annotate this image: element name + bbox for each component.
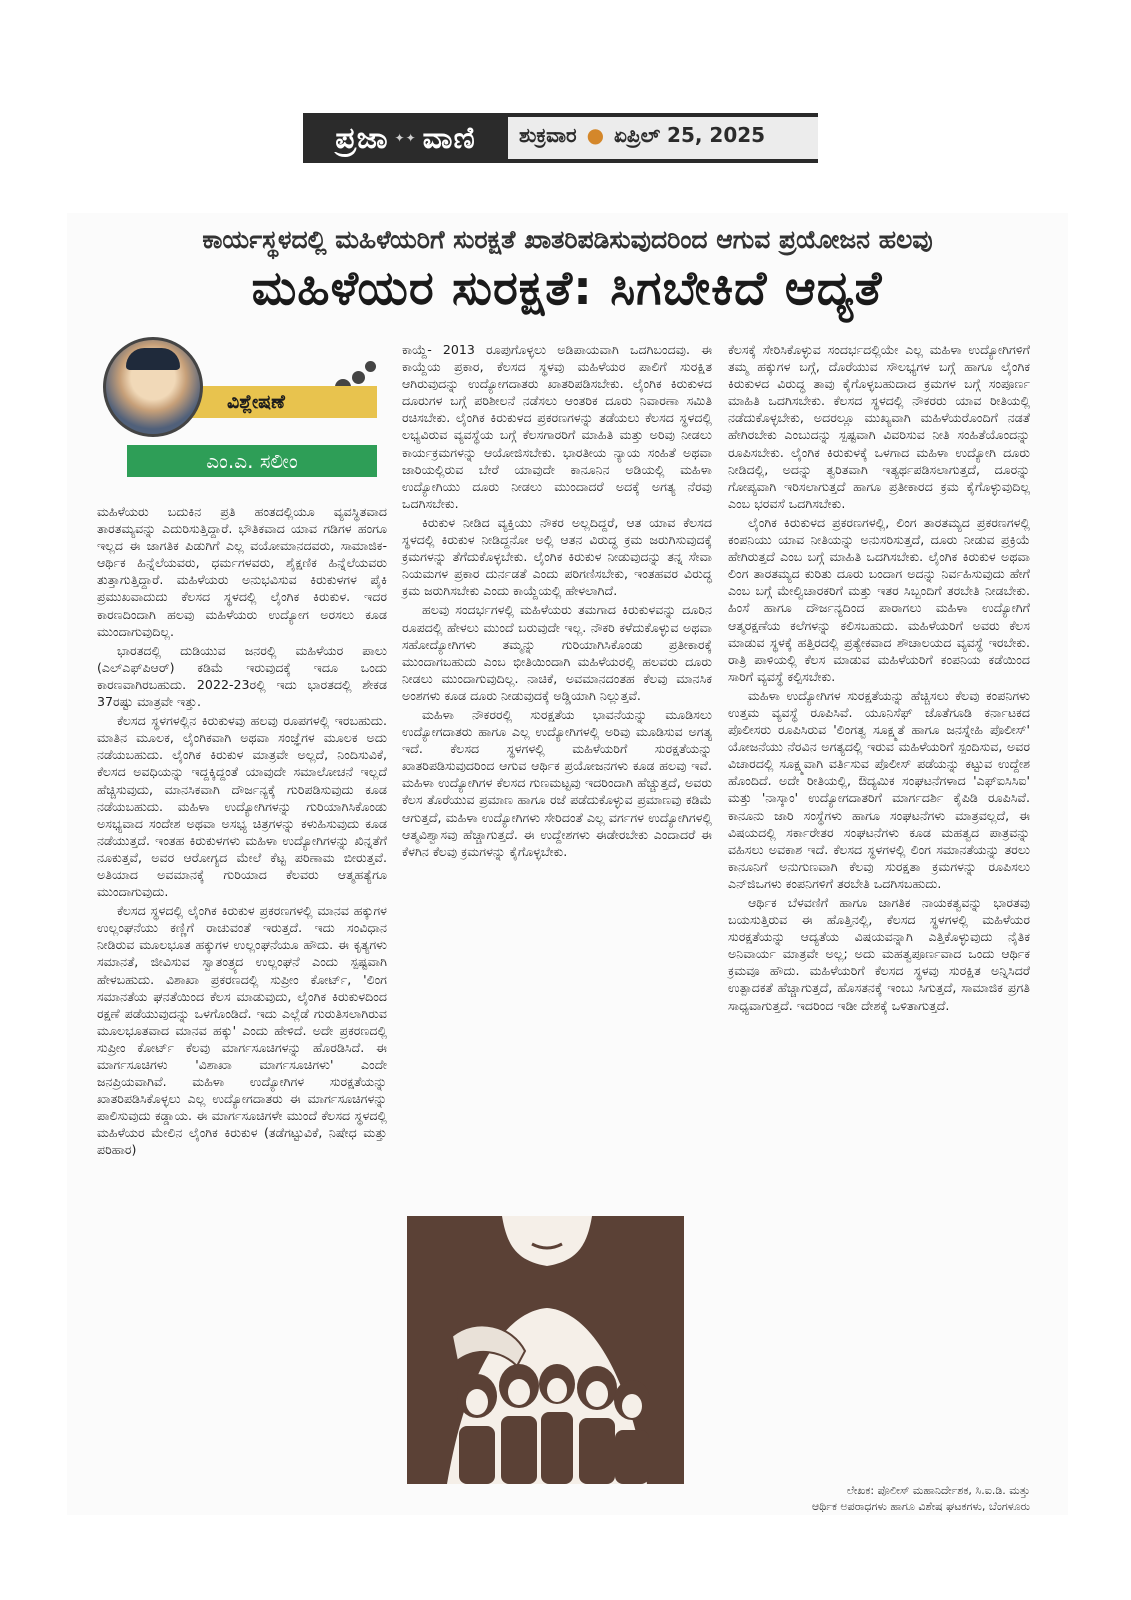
author-credit-line-2: ಆರ್ಥಿಕ ಅಪರಾಧಗಳು ಹಾಗೂ ವಿಶೇಷ ಘಟಕಗಳು, ಬೆಂಗಳೂರು (811, 1500, 1030, 1513)
column-2 (402, 341, 712, 862)
paragraph: ಕೆಲಸದ ಸ್ಥಳಗಳಲ್ಲಿನ ಕಿರುಕುಳವು ಹಲವು ರೂಪಗಳಲ್ಲಿ ಇರಬಹುದು. ಮಾತಿನ ಮೂಲಕ, ಲೈಂಗಿಕವಾಗಿ ಅಥವಾ ಸಂಜ್ಞೆಗಳ ಮೂಲಕ ಅದು ನಡೆಯಬಹುದು. ಲೈಂಗಿಕ ಕಿರುಕುಳ ಮಾತ್ರವೇ ಅಲ್ಲದೆ, ನಿಂದಿಸುವಿಕೆ, ಕೆಲಸದ ಅವಧಿಯನ್ನು ಇದ್ದಕ್ಕಿದ್ದಂತೆ ಯಾವುದೇ ಸಮಾಲೋಚನೆ ಇಲ್ಲದೆ ಹೆಚ್ಚಿಸುವುದು, ಮಾನಸಿಕವಾಗಿ ದೌರ್ಜನ್ಯಕ್ಕೆ ಗುರಿಪಡಿಸುವುದು ಕೂಡ ನಡೆಯಬಹುದು. ಮಹಿಳಾ ಉದ್ಯೋಗಿಗಳನ್ನು ಗುರಿಯಾಗಿಸಿಕೊಂಡು ಅಸಭ್ಯವಾದ ಸಂದೇಶ ಅಥವಾ ಅಸಭ್ಯ ಚಿತ್ರಗಳನ್ನು ಕಳುಹಿಸುವುದು ಕೂಡ ನಡೆಯುತ್ತದೆ. ಇಂತಹ ಕಿರುಕುಳಗಳು ಮಹಿಳಾ ಉದ್ಯೋಗಿಗಳನ್ನು ಖಿನ್ನತೆಗೆ ನೂಕುತ್ತವೆ, ಅವರ ಆರೋಗ್ಯದ ಮೇಲೆ ಕೆಟ್ಟ ಪರಿಣಾಮ ಬೀರುತ್ತವೆ. ಅತಿಯಾದ ಅವಮಾನಕ್ಕೆ ಗುರಿಯಾದ ಕೆಲವರು ಆತ್ಮಹತ್ಯೆಗೂ ಮುಂದಾಗುವುದು. (97, 713, 387, 900)
author-credit (728, 1483, 1030, 1515)
paragraph: ಕೆಲಸಕ್ಕೆ ಸೇರಿಸಿಕೊಳ್ಳುವ ಸಂದರ್ಭದಲ್ಲಿಯೇ ಎಲ್ಲ ಮಹಿಳಾ ಉದ್ಯೋಗಿಗಳಿಗೆ ತಮ್ಮ ಹಕ್ಕುಗಳ ಬಗ್ಗೆ, ದೊರೆಯುವ ಸೌಲಭ್ಯಗಳ ಬಗ್ಗೆ ಹಾಗೂ ಲೈಂಗಿಕ ಕಿರುಕುಳದ ವಿರುದ್ಧ ತಾವು ಕೈಗೊಳ್ಳಬಹುದಾದ ಕ್ರಮಗಳ ಬಗ್ಗೆ ಸಂಪೂರ್ಣ ಮಾಹಿತಿ ಒದಗಿಸಬೇಕು. ಕೆಲಸದ ಸ್ಥಳದಲ್ಲಿ ನೌಕರರು ಯಾವ ರೀತಿಯಲ್ಲಿ ನಡೆದುಕೊಳ್ಳಬೇಕು, ಅದರಲ್ಲೂ ಮುಖ್ಯವಾಗಿ ಮಹಿಳೆಯರೊಂದಿಗೆ ನಡತೆ ಹೇಗಿರಬೇಕು ಎಂಬುದನ್ನು ಸ್ಪಷ್ಟವಾಗಿ ವಿವರಿಸುವ ನೀತಿ ಸಂಹಿತೆಯೊಂದನ್ನು ರೂಪಿಸಬೇಕು. ಲೈಂಗಿಕ ಕಿರುಕುಳಕ್ಕೆ ಒಳಗಾದ ಮಹಿಳಾ ಉದ್ಯೋಗಿ ದೂರು ನೀಡಿದಲ್ಲಿ, ಅದನ್ನು ತ್ವರಿತವಾಗಿ ಇತ್ಯರ್ಥಪಡಿಸಲಾಗುತ್ತದೆ, ದೂರನ್ನು ಗೋಪ್ಯವಾಗಿ ಇರಿಸಲಾಗುತ್ತದೆ ಹಾಗೂ ಪ್ರತೀಕಾರದ ಕ್ರಮ ಕೈಗೊಳ್ಳುವುದಿಲ್ಲ ಎಂಬ ಭರವಸೆ ಒದಗಿಸಬೇಕು. (728, 342, 1030, 511)
date-line (519, 123, 765, 147)
author-credit-line-1: ಲೇಖಕ: ಪೊಲೀಸ್ ಮಹಾನಿರ್ದೇಶಕ, ಸಿ.ಐ.ಡಿ. ಮತ್ತು (846, 1484, 1030, 1497)
logo-left: ಪ್ರಜಾ (335, 120, 389, 156)
logo-right: ವಾಣಿ (422, 120, 476, 156)
paragraph: ಭಾರತದಲ್ಲಿ ದುಡಿಯುವ ಜನರಲ್ಲಿ ಮಹಿಳೆಯರ ಪಾಲು (ಎಲ್‌ಎಫ್‌ಪಿಆರ್) ಕಡಿಮೆ ಇರುವುದಕ್ಕೆ ಇದೂ ಒಂದು ಕಾರಣವಾಗಿರಬಹುದು. 2022-23ರಲ್ಲಿ ಇದು ಭಾರತದಲ್ಲಿ ಶೇಕಡ 37ರಷ್ಟು ಮಾತ್ರವೇ ಇತ್ತು. (97, 642, 387, 710)
headline: ಮಹಿಳೆಯರ ಸುರಕ್ಷತೆ: ಸಿಗಬೇಕಿದೆ ಆದ್ಯತೆ (251, 261, 883, 316)
masthead (303, 113, 818, 163)
newspaper-logo (303, 113, 508, 163)
illustration (407, 1216, 684, 1484)
author-name: ಎಂ.ಎ. ಸಲೀಂ (206, 449, 298, 473)
column-3 (728, 341, 1030, 1016)
weekday: ಶುಕ್ರವಾರ (519, 123, 577, 147)
paragraph: ಕಿರುಕುಳ ನೀಡಿದ ವ್ಯಕ್ತಿಯು ನೌಕರ ಅಲ್ಲದಿದ್ದರೆ, ಆತ ಯಾವ ಕೆಲಸದ ಸ್ಥಳದಲ್ಲಿ ಕಿರುಕುಳ ನೀಡಿದ್ದನೋ ಅಲ್ಲಿ ಆತನ ವಿರುದ್ಧ ಕ್ರಮ ಜರುಗಿಸುವುದಕ್ಕೆ ಕ್ರಮಗಳನ್ನು ತೆಗೆದುಕೊಳ್ಳಬೇಕು. ಲೈಂಗಿಕ ಕಿರುಕುಳ ನೀಡುವುದನ್ನು ತನ್ನ ಸೇವಾ ನಿಯಮಗಳ ಪ್ರಕಾರ ದುರ್ನಡತೆ ಎಂದು ಪರಿಗಣಿಸಬೇಕು, ಇಂತಹವರ ವಿರುದ್ಧ ಕ್ರಮ ಜರುಗಿಸಬೇಕು ಎಂದು ಕಾಯ್ದೆಯಲ್ಲಿ ಹೇಳಲಾಗಿದೆ. (402, 514, 712, 599)
author-name-bar (127, 445, 377, 477)
author-photo (103, 337, 203, 437)
article-clipping (67, 213, 1068, 1515)
column-1 (97, 503, 387, 1161)
paragraph: ಕಾಯ್ದೆ- 2013 ರೂಪುಗೊಳ್ಳಲು ಅಡಿಪಾಯವಾಗಿ ಒದಗಿಬಂದವು. ಈ ಕಾಯ್ದೆಯ ಪ್ರಕಾರ, ಕೆಲಸದ ಸ್ಥಳವು ಮಹಿಳೆಯರ ಪಾಲಿಗೆ ಸುರಕ್ಷಿತ ಆಗಿರುವುದನ್ನು ಉದ್ಯೋಗದಾತರು ಖಾತರಿಪಡಿಸಬೇಕು. ಲೈಂಗಿಕ ಕಿರುಕುಳದ ದೂರುಗಳ ಬಗ್ಗೆ ಪರಿಶೀಲನೆ ನಡೆಸಲು ಆಂತರಿಕ ದೂರು ನಿವಾರಣಾ ಸಮಿತಿ ರಚಿಸಬೇಕು. ಲೈಂಗಿಕ ಕಿರುಕುಳದ ಪ್ರಕರಣಗಳನ್ನು ತಡೆಯಲು ಕೆಲಸದ ಸ್ಥಳದಲ್ಲಿ ಲಭ್ಯವಿರುವ ವ್ಯವಸ್ಥೆಯ ಬಗ್ಗೆ ಕೆಲಸಗಾರರಿಗೆ ಮಾಹಿತಿ ಮತ್ತು ಅರಿವು ನೀಡಲು ಕಾರ್ಯಕ್ರಮಗಳನ್ನು ಆಯೋಜಿಸಬೇಕು. ಭಾರತೀಯ ನ್ಯಾಯ ಸಂಹಿತೆ ಅಥವಾ ಜಾರಿಯಲ್ಲಿರುವ ಬೇರೆ ಯಾವುದೇ ಕಾನೂನಿನ ಅಡಿಯಲ್ಲಿ ಮಹಿಳಾ ಉದ್ಯೋಗಿಯು ದೂರು ನೀಡಲು ಮುಂದಾದರೆ ಅದಕ್ಕೆ ಅಗತ್ಯ ನೆರವು ಒದಗಿಸಬೇಕು. (402, 342, 712, 511)
paragraph: ಕೆಲಸದ ಸ್ಥಳದಲ್ಲಿ ಲೈಂಗಿಕ ಕಿರುಕುಳ ಪ್ರಕರಣಗಳಲ್ಲಿ ಮಾನವ ಹಕ್ಕುಗಳ ಉಲ್ಲಂಘನೆಯು ಕಣ್ಣಿಗೆ ರಾಚುವಂತೆ ಇರುತ್ತದೆ. ಇದು ಸಂವಿಧಾನ ನೀಡಿರುವ ಮೂಲಭೂತ ಹಕ್ಕುಗಳ ಉಲ್ಲಂಘನೆಯೂ ಹೌದು. ಈ ಕೃತ್ಯಗಳು ಸಮಾನತೆ, ಜೀವಿಸುವ ಸ್ವಾತಂತ್ರ್ಯದ ಉಲ್ಲಂಘನೆ ಎಂದು ಸ್ಪಷ್ಟವಾಗಿ ಹೇಳಬಹುದು. ವಿಶಾಖಾ ಪ್ರಕರಣದಲ್ಲಿ ಸುಪ್ರೀಂ ಕೋರ್ಟ್, 'ಲಿಂಗ ಸಮಾನತೆಯ ಘನತೆಯಿಂದ ಕೆಲಸ ಮಾಡುವುದು, ಲೈಂಗಿಕ ಕಿರುಕುಳದಿಂದ ರಕ್ಷಣೆ ಪಡೆಯುವುದನ್ನು ಒಳಗೊಂಡಿದೆ. ಇದು ಎಲ್ಲೆಡೆ ಗುರುತಿಸಲಾಗಿರುವ ಮೂಲಭೂತವಾದ ಮಾನವ ಹಕ್ಕು' ಎಂದು ಹೇಳಿದೆ. ಅದೇ ಪ್ರಕರಣದಲ್ಲಿ ಸುಪ್ರೀಂ ಕೋರ್ಟ್ ಕೆಲವು ಮಾರ್ಗಸೂಚಿಗಳನ್ನು ಹೊರಡಿಸಿದೆ. ಈ ಮಾರ್ಗಸೂಚಿಗಳು 'ವಿಶಾಖಾ ಮಾರ್ಗಸೂಚಿಗಳು' ಎಂದೇ ಜನಪ್ರಿಯವಾಗಿವೆ. ಮಹಿಳಾ ಉದ್ಯೋಗಿಗಳ ಸುರಕ್ಷತೆಯನ್ನು ಖಾತರಿಪಡಿಸಿಕೊಳ್ಳಲು ಎಲ್ಲ ಉದ್ಯೋಗದಾತರು ಈ ಮಾರ್ಗಸೂಚಿಗಳನ್ನು ಪಾಲಿಸುವುದು ಕಡ್ಡಾಯ. ಈ ಮಾರ್ಗಸೂಚಿಗಳೇ ಮುಂದೆ ಕೆಲಸದ ಸ್ಥಳದಲ್ಲಿ ಮಹಿಳೆಯರ ಮೇಲಿನ ಲೈಂಗಿಕ ಕಿರುಕುಳ (ತಡೆಗಟ್ಟುವಿಕೆ, ನಿಷೇಧ ಮತ್ತು ಪರಿಹಾರ) (97, 903, 387, 1158)
author-box (97, 331, 387, 481)
illustration-svg (407, 1216, 684, 1484)
paragraph: ಮಹಿಳಾ ಉದ್ಯೋಗಿಗಳ ಸುರಕ್ಷತೆಯನ್ನು ಹೆಚ್ಚಿಸಲು ಕೆಲವು ಕಂಪನಿಗಳು ಉತ್ತಮ ವ್ಯವಸ್ಥೆ ರೂಪಿಸಿವೆ. ಯೂನಿಸೆಫ್ ಜೊತೆಗೂಡಿ ಕರ್ನಾಟಕದ ಪೊಲೀಸರು ರೂಪಿಸಿರುವ 'ಲಿಂಗತ್ವ ಸೂಕ್ಷ್ಮತೆ ಹಾಗೂ ಜನಸ್ನೇಹಿ ಪೊಲೀಸ್' ಯೋಜನೆಯು ನೆರವಿನ ಅಗತ್ಯದಲ್ಲಿ ಇರುವ ಮಹಿಳೆಯರಿಗೆ ಸ್ಪಂದಿಸುವ, ಅವರ ವಿಚಾರದಲ್ಲಿ ಸೂಕ್ಷ್ಮವಾಗಿ ವರ್ತಿಸುವ ಪೊಲೀಸ್ ಪಡೆಯನ್ನು ಕಟ್ಟುವ ಉದ್ದೇಶ ಹೊಂದಿದೆ. ಅದೇ ರೀತಿಯಲ್ಲಿ, ಔದ್ಯಮಿಕ ಸಂಘಟನೆಗಳಾದ 'ಎಫ್‌ಐಸಿಸಿಐ' ಮತ್ತು 'ನಾಸ್ಕಾಂ' ಉದ್ಯೋಗದಾತರಿಗೆ ಮಾರ್ಗದರ್ಶಿ ಕೈಪಿಡಿ ರೂಪಿಸಿವೆ. ಕಾನೂನು ಜಾರಿ ಸಂಸ್ಥೆಗಳು ಹಾಗೂ ಸಂಘಟನೆಗಳು ಮಾತ್ರವಲ್ಲದೆ, ಈ ವಿಷಯದಲ್ಲಿ ಸರ್ಕಾರೇತರ ಸಂಘಟನೆಗಳು ಕೂಡ ಮಹತ್ವದ ಪಾತ್ರವನ್ನು ವಹಿಸಲು ಅವಕಾಶ ಇದೆ. ಕೆಲಸದ ಸ್ಥಳಗಳಲ್ಲಿ ಲಿಂಗ ಸಮಾನತೆಯನ್ನು ತರಲು ಕಾನೂನಿಗೆ ಅನುಗುಣವಾಗಿ ಕೆಲವು ಸುರಕ್ಷತಾ ಕ್ರಮಗಳನ್ನು ರೂಪಿಸಲು ಎನ್‌ಜಿಒಗಳು ಕಂಪನಿಗಳಿಗೆ ತರಬೇತಿ ಒದಗಿಸಬಹುದು. (728, 687, 1030, 891)
section-tag-label: ವಿಶ್ಲೇಷಣೆ (227, 391, 285, 413)
paragraph: ಮಹಿಳೆಯರು ಬದುಕಿನ ಪ್ರತಿ ಹಂತದಲ್ಲಿಯೂ ವ್ಯವಸ್ಥಿತವಾದ ತಾರತಮ್ಯವನ್ನು ಎದುರಿಸುತ್ತಿದ್ದಾರೆ. ಭೌತಿಕವಾದ ಯಾವ ಗಡಿಗಳ ಹಂಗೂ ಇಲ್ಲದ ಈ ಜಾಗತಿಕ ಪಿಡುಗಿಗೆ ಎಲ್ಲ ವಯೋಮಾನದವರು, ಸಾಮಾಜಿಕ-ಆರ್ಥಿಕ ಹಿನ್ನೆಲೆಯವರು, ಧರ್ಮಗಳವರು, ಶೈಕ್ಷಣಿಕ ಹಿನ್ನೆಲೆಯವರು ತುತ್ತಾಗುತ್ತಿದ್ದಾರೆ. ಮಹಿಳೆಯರು ಅನುಭವಿಸುವ ಕಿರುಕುಳಗಳ ಪೈಕಿ ಪ್ರಮುಖವಾದುದು ಕೆಲಸದ ಸ್ಥಳದಲ್ಲಿ ಲೈಂಗಿಕ ಕಿರುಕುಳ. ಇದರ ಕಾರಣದಿಂದಾಗಿ ಹಲವು ಮಹಿಳೆಯರು ಉದ್ಯೋಗ ಅರಸಲು ಕೂಡ ಮುಂದಾಗುವುದಿಲ್ಲ. (97, 504, 387, 639)
paragraph: ಲೈಂಗಿಕ ಕಿರುಕುಳದ ಪ್ರಕರಣಗಳಲ್ಲಿ, ಲಿಂಗ ತಾರತಮ್ಯದ ಪ್ರಕರಣಗಳಲ್ಲಿ ಕಂಪನಿಯು ಯಾವ ನೀತಿಯನ್ನು ಅನುಸರಿಸುತ್ತದೆ, ದೂರು ನೀಡುವ ಪ್ರಕ್ರಿಯೆ ಹೇಗಿರುತ್ತದೆ ಎಂಬ ಬಗ್ಗೆ ಮಾಹಿತಿ ಒದಗಿಸಬೇಕು. ಲೈಂಗಿಕ ಕಿರುಕುಳ ಅಥವಾ ಲಿಂಗ ತಾರತಮ್ಯದ ಕುರಿತು ದೂರು ಬಂದಾಗ ಅದನ್ನು ನಿರ್ವಹಿಸುವುದು ಹೇಗೆ ಎಂಬ ಬಗ್ಗೆ ಮೇಲ್ವಿಚಾರಕರಿಗೆ ಮತ್ತು ಇತರ ಸಿಬ್ಬಂದಿಗೆ ತರಬೇತಿ ನೀಡಬೇಕು. ಹಿಂಸೆ ಹಾಗೂ ದೌರ್ಜನ್ಯದಿಂದ ಪಾರಾಗಲು ಮಹಿಳಾ ಉದ್ಯೋಗಿಗೆ ಆತ್ಮರಕ್ಷಣೆಯ ಕಲೆಗಳನ್ನು ಕಲಿಸಬಹುದು. ಮಹಿಳೆಯರಿಗೆ ಅವರು ಕೆಲಸ ಮಾಡುವ ಸ್ಥಳಕ್ಕೆ ಹತ್ತಿರದಲ್ಲಿ ಪ್ರತ್ಯೇಕವಾದ ಶೌಚಾಲಯದ ವ್ಯವಸ್ಥೆ ಇರಬೇಕು. ರಾತ್ರಿ ಪಾಳಿಯಲ್ಲಿ ಕೆಲಸ ಮಾಡುವ ಮಹಿಳೆಯರಿಗೆ ಕಂಪನಿಯ ಕಡೆಯಿಂದ ಸಾರಿಗೆ ವ್ಯವಸ್ಥೆ ಕಲ್ಪಿಸಬೇಕು. (728, 514, 1030, 684)
bullet-dot-icon: ● (586, 123, 605, 147)
paragraph: ಆರ್ಥಿಕ ಬೆಳವಣಿಗೆ ಹಾಗೂ ಜಾಗತಿಕ ನಾಯಕತ್ವವನ್ನು ಭಾರತವು ಬಯಸುತ್ತಿರುವ ಈ ಹೊತ್ತಿನಲ್ಲಿ, ಕೆಲಸದ ಸ್ಥಳಗಳಲ್ಲಿ ಮಹಿಳೆಯರ ಸುರಕ್ಷತೆಯನ್ನು ಆದ್ಯತೆಯ ವಿಷಯವನ್ನಾಗಿ ಎತ್ತಿಕೊಳ್ಳುವುದು ನೈತಿಕ ಅನಿವಾರ್ಯ ಮಾತ್ರವೇ ಅಲ್ಲ; ಅದು ಮಹತ್ವಪೂರ್ಣವಾದ ಒಂದು ಆರ್ಥಿಕ ಕ್ರಮವೂ ಹೌದು. ಮಹಿಳೆಯರಿಗೆ ಕೆಲಸದ ಸ್ಥಳವು ಸುರಕ್ಷಿತ ಅನ್ನಿಸಿದರೆ ಉತ್ಪಾದಕತೆ ಹೆಚ್ಚಾಗುತ್ತದೆ, ಹೊಸತನಕ್ಕೆ ಇಂಬು ಸಿಗುತ್ತದೆ, ಸಾಮಾಜಿಕ ಪ್ರಗತಿ ಸಾಧ್ಯವಾಗುತ್ತದೆ. ಇದರಿಂದ ಇಡೀ ದೇಶಕ್ಕೆ ಒಳಿತಾಗುತ್ತದೆ. (728, 895, 1030, 1013)
kicker: ಕಾರ್ಯಸ್ಥಳದಲ್ಲಿ ಮಹಿಳೆಯರಿಗೆ ಸುರಕ್ಷತೆ ಖಾತರಿಪಡಿಸುವುದರಿಂದ ಆಗುವ ಪ್ರಯೋಜನ ಹಲವು (202, 225, 933, 254)
paragraph: ಹಲವು ಸಂದರ್ಭಗಳಲ್ಲಿ ಮಹಿಳೆಯರು ತಮಗಾದ ಕಿರುಕುಳವನ್ನು ದೂರಿನ ರೂಪದಲ್ಲಿ ಹೇಳಲು ಮುಂದೆ ಬರುವುದೇ ಇಲ್ಲ. ನೌಕರಿ ಕಳೆದುಕೊಳ್ಳುವ ಅಥವಾ ಸಹೋದ್ಯೋಗಿಗಳು ತಮ್ಮನ್ನು ಗುರಿಯಾಗಿಸಿಕೊಂಡು ಪ್ರತೀಕಾರಕ್ಕೆ ಮುಂದಾಗಬಹುದು ಎಂಬ ಭೀತಿಯಿಂದಾಗಿ ಮಹಿಳೆಯರಲ್ಲಿ ಹಲವರು ದೂರು ನೀಡಲು ಮುಂದಾಗುವುದಿಲ್ಲ. ನಾಚಿಕೆ, ಅವಮಾನದಂತಹ ಕೆಲವು ಮಾನಸಿಕ ಅಂಶಗಳು ಕೂಡ ದೂರು ನೀಡುವುದಕ್ಕೆ ಅಡ್ಡಿಯಾಗಿ ನಿಲ್ಲುತ್ತವೆ. (402, 602, 712, 703)
date: ಏಪ್ರಿಲ್ 25, 2025 (614, 123, 766, 147)
paragraph: ಮಹಿಳಾ ನೌಕರರಲ್ಲಿ ಸುರಕ್ಷತೆಯ ಭಾವನೆಯನ್ನು ಮೂಡಿಸಲು ಉದ್ಯೋಗದಾತರು ಹಾಗೂ ಎಲ್ಲ ಉದ್ಯೋಗಿಗಳಲ್ಲಿ ಅರಿವು ಮೂಡಿಸುವ ಅಗತ್ಯ ಇದೆ. ಕೆಲಸದ ಸ್ಥಳಗಳಲ್ಲಿ ಮಹಿಳೆಯರಿಗೆ ಸುರಕ್ಷತೆಯನ್ನು ಖಾತರಿಪಡಿಸುವುದರಿಂದ ಆಗುವ ಆರ್ಥಿಕ ಪ್ರಯೋಜನಗಳು ಕೂಡ ಹಲವು ಇವೆ. ಮಹಿಳಾ ಉದ್ಯೋಗಿಗಳ ಕೆಲಸದ ಗುಣಮಟ್ಟವು ಇದರಿಂದಾಗಿ ಹೆಚ್ಚುತ್ತದೆ, ಅವರು ಕೆಲಸ ತೊರೆಯುವ ಪ್ರಮಾಣ ಹಾಗೂ ರಜೆ ಪಡೆದುಕೊಳ್ಳುವ ಪ್ರಮಾಣವು ಕಡಿಮೆ ಆಗುತ್ತದೆ, ಮಹಿಳಾ ಉದ್ಯೋಗಿಗಳು ಸೇರಿದಂತೆ ಎಲ್ಲ ವರ್ಗಗಳ ಉದ್ಯೋಗಿಗಳಲ್ಲಿ ಆತ್ಮವಿಶ್ವಾಸವು ಹೆಚ್ಚಾಗುತ್ತದೆ. ಈ ಉದ್ದೇಶಗಳು ಈಡೇರಬೇಕು ಎಂದಾದರೆ ಈ ಕೆಳಗಿನ ಕೆಲವು ಕ್ರಮಗಳನ್ನು ಕೈಗೊಳ್ಳಬೇಕು. (402, 706, 712, 859)
logo-ornament-icon: ✦✦ (394, 131, 417, 145)
